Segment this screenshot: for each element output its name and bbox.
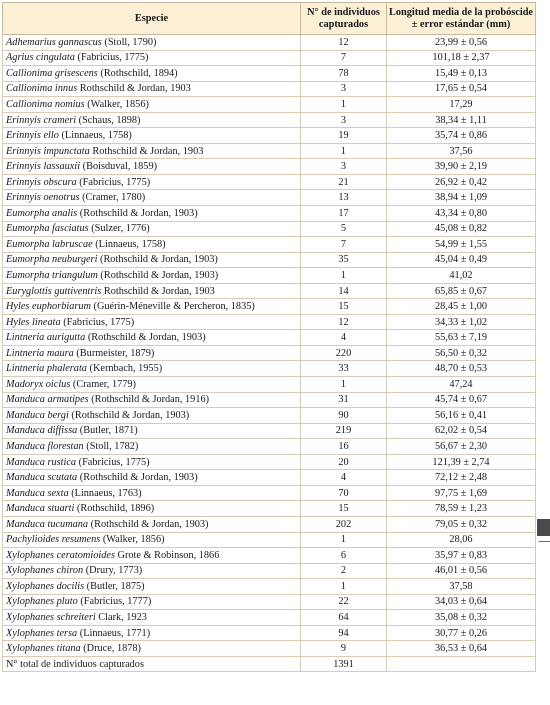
species-name: Lintneria aurigutta (6, 332, 86, 344)
table-row (3, 237, 536, 253)
species-author: (Kernbach, 1955) (86, 363, 163, 375)
total-row (3, 656, 536, 672)
species-cell (3, 610, 301, 626)
species-author: Clark, 1923 (95, 612, 147, 623)
table-row (3, 439, 536, 455)
count-cell: 31 (301, 392, 387, 408)
table-row (3, 579, 536, 595)
species-author: (Fabricius, 1777) (77, 596, 152, 608)
length-cell: 41,02 (387, 268, 536, 284)
species-name: Manduca armatipes (6, 394, 89, 406)
table-row (3, 470, 536, 486)
table-row (3, 97, 536, 113)
species-author: (Fabricius, 1775) (76, 456, 150, 468)
table-row (3, 206, 536, 222)
length-cell: 65,85 ± 0,67 (387, 283, 536, 299)
species-name: Hyles euphorbiarum (6, 301, 91, 313)
table-row (3, 563, 536, 579)
total-length (387, 656, 536, 672)
table-row (3, 392, 536, 408)
table-row (3, 625, 536, 641)
species-name: Eumorpha analis (6, 207, 78, 219)
species-cell (3, 345, 301, 361)
species-name: Xylophanes titana (6, 643, 81, 655)
species-author: (Linnaeus, 1771) (77, 627, 151, 639)
species-author: Grote & Robinson, 1866 (114, 549, 220, 561)
count-cell: 1 (301, 532, 387, 548)
species-author: (Fabricius, 1775) (76, 176, 151, 188)
count-cell: 1 (301, 579, 387, 595)
species-author: (Schaus, 1898) (76, 114, 141, 126)
length-cell: 17,29 (387, 97, 536, 113)
table-row (3, 221, 536, 237)
length-cell: 78,59 ± 1,23 (387, 501, 536, 517)
species-name: Manduca sexta (6, 487, 69, 499)
species-cell (3, 81, 301, 97)
length-cell: 34,33 ± 1,02 (387, 314, 536, 330)
species-name: Callionima innus (6, 83, 78, 95)
count-cell: 4 (301, 470, 387, 486)
species-cell (3, 299, 301, 315)
count-cell: 3 (301, 112, 387, 128)
count-cell: 78 (301, 66, 387, 82)
length-cell: 37,58 (387, 579, 536, 595)
species-author: (Sulzer, 1776) (88, 223, 150, 235)
species-cell (3, 439, 301, 455)
length-cell: 38,34 ± 1,11 (387, 112, 536, 128)
length-cell: 34,03 ± 0,64 (387, 594, 536, 610)
count-cell: 15 (301, 501, 387, 517)
species-author: Rothschild & Jordan, 1903 (77, 83, 191, 95)
species-name: Adhemarius gannascus (6, 36, 102, 48)
species-name: Erinnyis crameri (6, 114, 77, 126)
species-cell (3, 268, 301, 284)
length-cell: 62,02 ± 0,54 (387, 423, 536, 439)
species-cell (3, 97, 301, 113)
length-cell: 56,50 ± 0,32 (387, 345, 536, 361)
count-cell: 90 (301, 408, 387, 424)
species-name: Eumorpha triangulum (6, 269, 98, 281)
header-count-line1: N° de individuos (307, 6, 380, 18)
species-cell (3, 516, 301, 532)
header-species (3, 3, 301, 35)
species-cell (3, 252, 301, 268)
species-name: Eumorpha neuburgeri (6, 254, 98, 266)
table-row (3, 454, 536, 470)
table-row (3, 66, 536, 82)
header-count (301, 3, 387, 35)
table-row (3, 190, 536, 206)
table-row (3, 159, 536, 175)
species-name: Xylophanes schreiteri (6, 612, 96, 623)
species-cell (3, 237, 301, 253)
count-cell: 21 (301, 174, 387, 190)
species-author: (Fabricius, 1775) (74, 52, 149, 64)
species-name: Manduca tucumana (6, 518, 89, 530)
species-author: (Drury, 1773) (83, 565, 143, 577)
species-name: Callionima grisescens (6, 67, 98, 79)
count-cell: 4 (301, 330, 387, 346)
count-cell: 7 (301, 237, 387, 253)
length-cell: 56,67 ± 2,30 (387, 439, 536, 455)
count-cell: 22 (301, 594, 387, 610)
total-label: N° total de individuos capturados (3, 656, 301, 672)
length-cell: 43,34 ± 0,80 (387, 206, 536, 222)
species-name: Xylophanes docilis (6, 580, 85, 592)
count-cell: 13 (301, 190, 387, 206)
table-row (3, 81, 536, 97)
table-row (3, 330, 536, 346)
count-cell: 12 (301, 314, 387, 330)
count-cell: 16 (301, 439, 387, 455)
count-cell: 15 (301, 299, 387, 315)
species-cell (3, 485, 301, 501)
count-cell: 202 (301, 516, 387, 532)
table-row (3, 112, 536, 128)
count-cell: 20 (301, 454, 387, 470)
species-cell (3, 159, 301, 175)
species-cell (3, 50, 301, 66)
length-cell: 35,08 ± 0,32 (387, 610, 536, 626)
species-cell (3, 408, 301, 424)
species-name: Erinnyis ello (6, 130, 59, 142)
count-cell: 33 (301, 361, 387, 377)
header-species-label: Especie (134, 12, 169, 24)
count-cell: 1 (301, 143, 387, 159)
species-name: Erinnyis obscura (6, 176, 77, 188)
count-cell: 3 (301, 81, 387, 97)
species-cell (3, 423, 301, 439)
species-cell (3, 330, 301, 346)
species-author: (Druce, 1878) (80, 643, 141, 655)
length-cell: 28,45 ± 1,00 (387, 299, 536, 315)
species-cell (3, 532, 301, 548)
table-row (3, 345, 536, 361)
side-scroll-marker (537, 519, 550, 536)
table-row (3, 314, 536, 330)
species-cell (3, 501, 301, 517)
table-row (3, 594, 536, 610)
species-author: Rothschild & Jordan, 1903 (89, 145, 204, 157)
count-cell: 1 (301, 97, 387, 113)
species-author: (Walker, 1856) (84, 98, 149, 110)
species-cell (3, 454, 301, 470)
species-cell (3, 66, 301, 82)
species-author: (Butler, 1875) (84, 580, 145, 592)
species-cell (3, 361, 301, 377)
table-row (3, 128, 536, 144)
species-author: (Rothschild & Jordan, 1903) (97, 254, 218, 266)
table-row (3, 35, 536, 51)
species-author: (Rothschild, 1896) (74, 503, 155, 515)
length-cell: 56,16 ± 0,41 (387, 408, 536, 424)
length-cell: 35,74 ± 0,86 (387, 128, 536, 144)
header-length-line2: ± error estándar (mm) (411, 18, 511, 30)
length-cell: 97,75 ± 1,69 (387, 485, 536, 501)
species-cell (3, 563, 301, 579)
count-cell: 219 (301, 423, 387, 439)
species-name: Manduca stuarti (6, 503, 75, 515)
species-author: (Rothschild & Jordan, 1916) (88, 394, 210, 406)
species-name: Lintneria phalerata (6, 363, 87, 375)
length-cell: 45,74 ± 0,67 (387, 392, 536, 408)
count-cell: 3 (301, 159, 387, 175)
table-row (3, 252, 536, 268)
table-row (3, 299, 536, 315)
species-author: (Rothschild & Jordan, 1903) (77, 207, 198, 219)
header-row (3, 3, 536, 35)
species-cell (3, 470, 301, 486)
header-length-line1: Longitud media de la probóscide (389, 6, 533, 18)
side-divider-line (539, 541, 550, 542)
species-name: Madoryx oiclus (6, 378, 71, 390)
length-cell: 47,24 (387, 377, 536, 393)
length-cell: 35,97 ± 0,83 (387, 548, 536, 564)
length-cell: 39,90 ± 2,19 (387, 159, 536, 175)
species-author: (Rothschild & Jordan, 1903) (85, 332, 206, 344)
length-cell: 48,70 ± 0,53 (387, 361, 536, 377)
length-cell: 45,04 ± 0,49 (387, 252, 536, 268)
species-name: Lintneria maura (6, 347, 74, 359)
table-row (3, 283, 536, 299)
count-cell: 35 (301, 252, 387, 268)
table-row (3, 423, 536, 439)
species-name: Xylophanes pluto (6, 596, 78, 608)
species-name: Hyles lineata (6, 316, 61, 328)
species-author: (Linnaeus, 1763) (68, 487, 142, 499)
length-cell: 17,65 ± 0,54 (387, 81, 536, 97)
species-name: Manduca florestan (6, 440, 84, 452)
species-author: (Rothschild & Jordan, 1903) (77, 472, 198, 484)
species-name: Callionima nomius (6, 98, 85, 110)
species-name: Manduca diffissa (6, 425, 78, 437)
species-name: Manduca bergi (6, 409, 69, 421)
length-cell: 23,99 ± 0,56 (387, 35, 536, 51)
species-author: (Rothschild & Jordan, 1903) (68, 409, 190, 421)
species-cell (3, 143, 301, 159)
species-author: Rothschild & Jordan, 1903 (101, 285, 215, 297)
species-cell (3, 314, 301, 330)
species-name: Manduca rustica (6, 456, 77, 468)
species-author: (Rothschild, 1894) (97, 67, 178, 79)
species-name: Xylophanes chiron (6, 565, 84, 577)
species-cell (3, 579, 301, 595)
species-name: Manduca scutata (6, 472, 78, 484)
count-cell: 9 (301, 641, 387, 657)
count-cell: 12 (301, 35, 387, 51)
species-cell (3, 221, 301, 237)
species-author: (Boisduval, 1859) (80, 161, 158, 173)
length-cell: 37,56 (387, 143, 536, 159)
species-cell (3, 35, 301, 51)
species-author: (Rothschild & Jordan, 1903) (97, 269, 219, 281)
species-cell (3, 594, 301, 610)
count-cell: 7 (301, 50, 387, 66)
table-row (3, 532, 536, 548)
species-cell (3, 641, 301, 657)
length-cell: 101,18 ± 2,37 (387, 50, 536, 66)
species-author: (Stoll, 1782) (83, 440, 139, 452)
table-container (2, 2, 536, 672)
species-name: Erinnyis impunctata (6, 145, 90, 157)
count-cell: 220 (301, 345, 387, 361)
length-cell: 45,08 ± 0,82 (387, 221, 536, 237)
count-cell: 1 (301, 268, 387, 284)
species-author: (Stoll, 1790) (101, 36, 157, 48)
count-cell: 64 (301, 610, 387, 626)
species-cell (3, 377, 301, 393)
species-name: Euryglottis guttiventris (6, 285, 102, 297)
length-cell: 54,99 ± 1,55 (387, 237, 536, 253)
length-cell: 79,05 ± 0,32 (387, 516, 536, 532)
table-row (3, 548, 536, 564)
species-name: Pachylioides resumens (6, 534, 101, 546)
table-row (3, 408, 536, 424)
species-author: (Guérin-Méneville & Percheron, 1835) (90, 301, 255, 313)
count-cell: 70 (301, 485, 387, 501)
length-cell: 72,12 ± 2,48 (387, 470, 536, 486)
count-cell: 2 (301, 563, 387, 579)
table-row (3, 143, 536, 159)
table-row (3, 377, 536, 393)
table-header (3, 3, 536, 35)
species-name: Erinnyis lassauxii (6, 161, 81, 173)
species-author: (Burmeister, 1879) (73, 347, 155, 359)
total-count: 1391 (301, 656, 387, 672)
table-row (3, 641, 536, 657)
length-cell: 28,06 (387, 532, 536, 548)
count-cell: 94 (301, 625, 387, 641)
table-row (3, 610, 536, 626)
species-author: (Linnaeus, 1758) (58, 130, 132, 142)
count-cell: 1 (301, 377, 387, 393)
species-cell (3, 128, 301, 144)
species-cell (3, 190, 301, 206)
table-row (3, 50, 536, 66)
length-cell: 15,49 ± 0,13 (387, 66, 536, 82)
species-cell (3, 206, 301, 222)
species-cell (3, 283, 301, 299)
length-cell: 36,53 ± 0,64 (387, 641, 536, 657)
count-cell: 17 (301, 206, 387, 222)
species-name: Eumorpha labruscae (6, 238, 93, 250)
length-cell: 38,94 ± 1,09 (387, 190, 536, 206)
count-cell: 5 (301, 221, 387, 237)
species-cell (3, 174, 301, 190)
table-body (3, 35, 536, 672)
species-name: Erinnyis oenotrus (6, 192, 80, 204)
header-count-line2: capturados (318, 18, 369, 30)
species-cell (3, 112, 301, 128)
count-cell: 19 (301, 128, 387, 144)
table-row (3, 361, 536, 377)
species-cell (3, 548, 301, 564)
species-author: (Linnaeus, 1758) (92, 238, 166, 250)
table-row (3, 268, 536, 284)
proboscis-table (2, 2, 536, 672)
species-name: Eumorpha fasciatus (6, 223, 89, 235)
species-author: (Cramer, 1779) (70, 378, 136, 390)
length-cell: 121,39 ± 2,74 (387, 454, 536, 470)
table-row (3, 174, 536, 190)
length-cell: 26,92 ± 0,42 (387, 174, 536, 190)
table-row (3, 485, 536, 501)
length-cell: 46,01 ± 0,56 (387, 563, 536, 579)
species-author: (Butler, 1871) (77, 425, 138, 437)
species-name: Xylophanes ceratomioides (6, 549, 115, 561)
species-author: (Cramer, 1780) (79, 192, 146, 204)
species-name: Agrius cingulata (6, 52, 75, 64)
header-length (387, 3, 536, 35)
species-author: (Walker, 1856) (100, 534, 165, 546)
table-row (3, 516, 536, 532)
species-author: (Fabricius, 1775) (60, 316, 135, 328)
length-cell: 30,77 ± 0,26 (387, 625, 536, 641)
count-cell: 6 (301, 548, 387, 564)
count-cell: 14 (301, 283, 387, 299)
species-cell (3, 625, 301, 641)
table-row (3, 501, 536, 517)
species-author: (Rothschild & Jordan, 1903) (88, 518, 209, 530)
species-name: Xylophanes tersa (6, 627, 78, 639)
length-cell: 55,63 ± 7,19 (387, 330, 536, 346)
species-cell (3, 392, 301, 408)
